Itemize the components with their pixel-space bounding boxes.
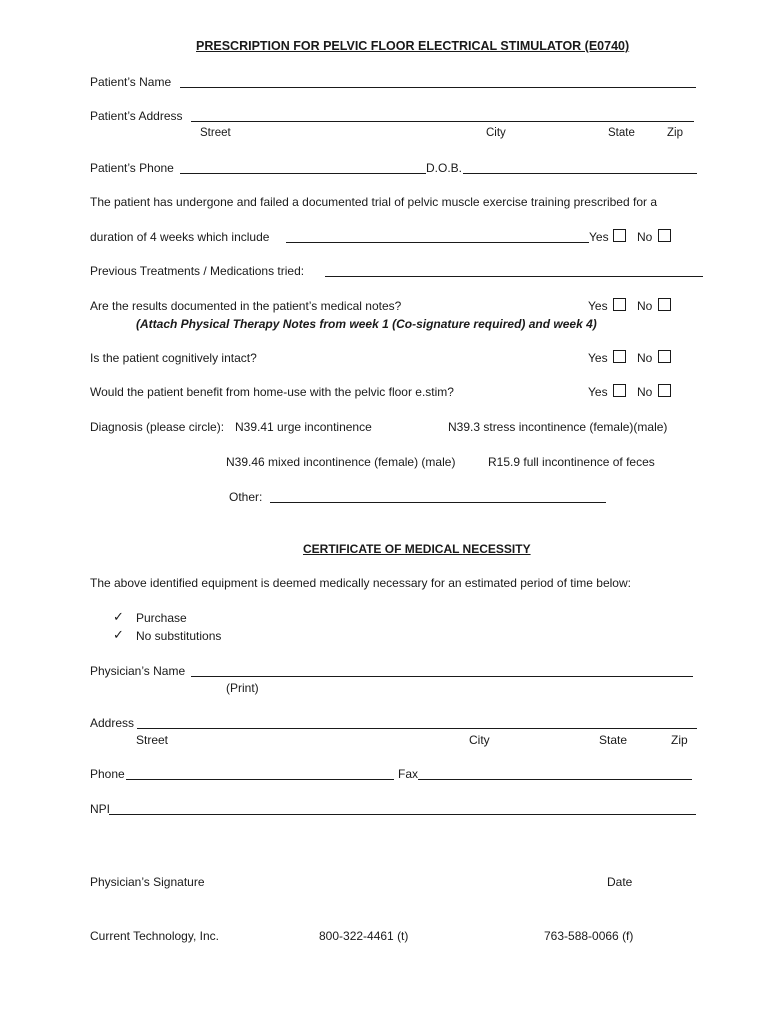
benefit-no-label: No (637, 385, 653, 399)
physician-fax-field[interactable] (418, 779, 692, 780)
trial-yes-label: Yes (589, 230, 609, 244)
cognitive-yes-checkbox[interactable] (613, 350, 626, 363)
physician-address-field[interactable] (137, 728, 697, 729)
physician-city-label: City (469, 733, 490, 747)
address-zip-label: Zip (667, 127, 683, 139)
diagnosis-label: Diagnosis (please circle): (90, 420, 225, 434)
dob-field[interactable] (463, 173, 697, 174)
benefit-question: Would the patient benefit from home-use with the pelvic floor e.stim? (90, 385, 454, 399)
physician-name-field[interactable] (191, 676, 693, 677)
certificate-item-purchase: Purchase (136, 611, 187, 625)
address-street-label: Street (200, 127, 231, 139)
certificate-item-no-substitutions: No substitutions (136, 629, 222, 643)
patient-address-label: Patient’s Address (90, 109, 183, 123)
physician-fax-label: Fax (398, 767, 419, 781)
previous-treatments-label: Previous Treatments / Medications tried: (90, 264, 305, 278)
diagnosis-option-feces[interactable]: R15.9 full incontinence of feces (488, 455, 655, 469)
signature-date-label: Date (607, 875, 633, 889)
documented-yes-label: Yes (588, 299, 608, 313)
previous-treatments-field[interactable] (325, 276, 703, 277)
cognitive-no-checkbox[interactable] (658, 350, 671, 363)
npi-label: NPI (90, 802, 111, 816)
diagnosis-option-stress[interactable]: N39.3 stress incontinence (female)(male) (448, 420, 668, 434)
footer-phone: 800-322-4461 (t) (319, 929, 409, 943)
physician-print-label: (Print) (226, 681, 259, 695)
diagnosis-other-field[interactable] (270, 502, 606, 503)
patient-name-label: Patient’s Name (90, 75, 172, 89)
physician-name-label: Physician’s Name (90, 664, 186, 678)
documented-yes-checkbox[interactable] (613, 298, 626, 311)
checkmark-icon: ✓ (113, 627, 124, 642)
documented-question: Are the results documented in the patient’s medical notes? (90, 299, 402, 313)
trial-statement: The patient has undergone and failed a documented trial of pelvic muscle exercise training prescribed for a (90, 195, 657, 209)
checkmark-icon: ✓ (113, 609, 124, 624)
trial-no-checkbox[interactable] (658, 229, 671, 242)
physician-street-label: Street (136, 733, 169, 747)
patient-phone-label: Patient’s Phone (90, 161, 174, 175)
footer-company: Current Technology, Inc. (90, 929, 219, 943)
trial-no-label: No (637, 230, 653, 244)
benefit-yes-label: Yes (588, 385, 608, 399)
dob-label: D.O.B. (426, 161, 463, 175)
certificate-title: CERTIFICATE OF MEDICAL NECESSITY (303, 542, 531, 556)
address-state-label: State (608, 127, 635, 139)
diagnosis-option-urge[interactable]: N39.41 urge incontinence (235, 420, 372, 434)
certificate-statement: The above identified equipment is deemed medically necessary for an estimated period of time below: (90, 576, 631, 590)
trial-yes-checkbox[interactable] (613, 229, 626, 242)
patient-address-field[interactable] (191, 121, 694, 122)
physician-zip-label: Zip (671, 733, 688, 747)
attach-note: (Attach Physical Therapy Notes from week 1 (Co-signature required) and week 4) (136, 317, 597, 331)
documented-no-checkbox[interactable] (658, 298, 671, 311)
patient-name-field[interactable] (180, 87, 696, 88)
benefit-yes-checkbox[interactable] (613, 384, 626, 397)
physician-address-label: Address (90, 716, 135, 730)
trial-include-field[interactable] (286, 242, 589, 243)
diagnosis-option-mixed[interactable]: N39.46 mixed incontinence (female) (male) (226, 455, 456, 469)
cognitive-question: Is the patient cognitively intact? (90, 351, 257, 365)
address-city-label: City (486, 127, 506, 139)
trial-duration-label: duration of 4 weeks which include (90, 230, 270, 244)
physician-state-label: State (599, 733, 628, 747)
form-title: PRESCRIPTION FOR PELVIC FLOOR ELECTRICAL STIMULATOR (E0740) (196, 39, 630, 53)
diagnosis-other-label: Other: (229, 490, 263, 504)
documented-no-label: No (637, 299, 653, 313)
patient-phone-field[interactable] (180, 173, 426, 174)
physician-phone-label: Phone (90, 767, 125, 781)
cognitive-no-label: No (637, 351, 653, 365)
physician-signature-label: Physician’s Signature (90, 875, 205, 889)
cognitive-yes-label: Yes (588, 351, 608, 365)
footer-fax: 763-588-0066 (f) (544, 929, 634, 943)
benefit-no-checkbox[interactable] (658, 384, 671, 397)
npi-field[interactable] (109, 814, 696, 815)
physician-phone-field[interactable] (126, 779, 394, 780)
